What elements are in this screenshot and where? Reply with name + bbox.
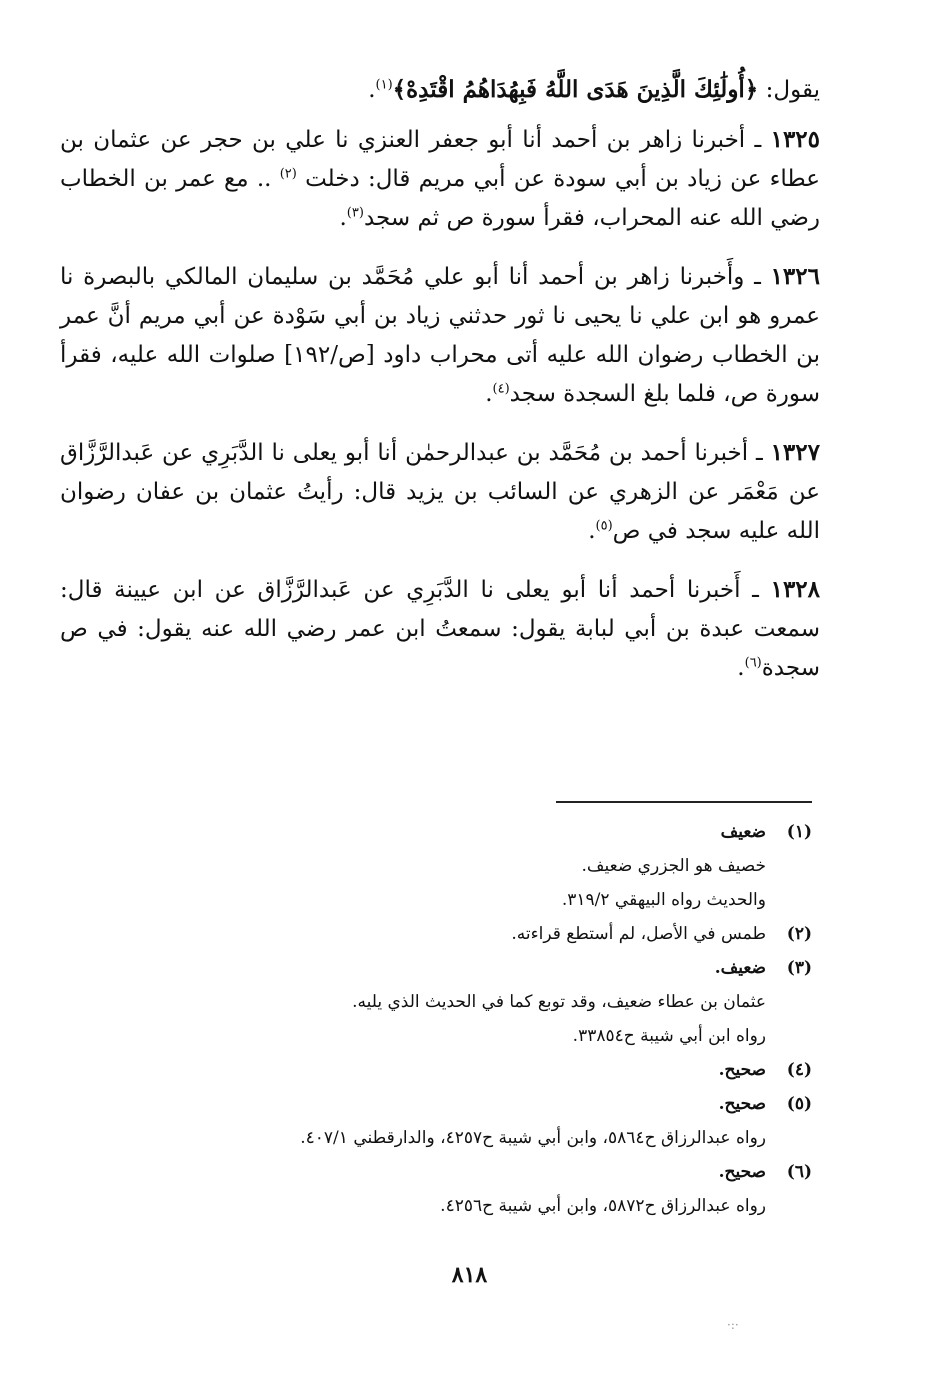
hadith-1325: ١٣٢٥ ـ أخبرنا زاهر بن أحمد أنا أبو جعفر العنزي نا علي بن حجر عن عثمان بن عطاء عن زياد بن أبي سودة عن أبي مريم قال: دخلت $^{(٢)}$ .. مع عمر بن الخطاب رضي الله عنه المحراب، فقرأ سورة ص ثم سجد$^{(٣)}$. — [60, 126, 821, 231]
footnote-line: عثمان بن عطاء ضعيف، وقد توبع كما في الحديث الذي يليه. — [352, 992, 766, 1012]
footnote-number: (٤) — [786, 1060, 812, 1080]
footnote-3 — [140, 951, 812, 1053]
hadith-1326: ١٣٢٦ ـ وأَخبرنا زاهر بن أحمد أنا أبو علي مُحَمَّد بن سليمان المالكي بالبصرة نا عمرو هو ابن علي نا يحيى نا ثور حدثني زياد بن أبي سَوْدة عن أبي مريم أنَّ عمر بن الخطاب رضوان الله عليه أتى محراب داود [ص/١٩٢] صلوات الله عليه، فقرأ سورة ص، فلما بلغ السجدة سجد$^{(٤)}$. — [60, 263, 821, 407]
footnote-grade: صحيح. — [718, 1060, 766, 1080]
footnote-line: رواه ابن أبي شيبة ح٣٣٨٥٤. — [572, 1026, 766, 1046]
footnote-4 — [140, 1053, 812, 1087]
footnote-5 — [140, 1087, 812, 1155]
hadith-number: ١٣٢٨ — [770, 576, 821, 603]
footnote-ref: (١) — [375, 77, 393, 93]
footnote-grade: ضعيف — [720, 822, 766, 842]
hadith-1328: ١٣٢٨ ـ أَخبرنا أحمد أنا أبو يعلى نا الدَّبَرِي عن عَبدالرَّزَّاق عن ابن عيينة قال: سمعت عبدة بن أبي لبابة يقول: سمعتُ ابن عمر رضي الله عنه يقول: في ص سجدة$^{(٦)}$. — [60, 576, 821, 681]
footnote-ref: (٢) — [279, 166, 297, 182]
footnote-number: (٣) — [786, 958, 812, 978]
footnote-ref: (٦) — [744, 655, 762, 671]
hadith-number: ١٣٢٦ — [770, 263, 820, 290]
footnote-line: خصيف هو الجزري ضعيف. — [581, 856, 766, 876]
footnote-ref: (٥) — [595, 518, 613, 534]
footnote-1 — [140, 815, 812, 917]
intro-line: يقول: ﴿أُولَٰئِكَ الَّذِينَ هَدَى اللَّهُ فَبِهُدَاهُمُ اقْتَدِهْ﴾$^{(١)}$. — [368, 76, 820, 103]
footnote-number: (١) — [786, 822, 812, 842]
footnote-ref: (٤) — [492, 381, 510, 397]
footnote-number: (٢) — [786, 924, 812, 944]
footnote-grade: ضعيف. — [714, 958, 766, 978]
footnote-ref: (٣) — [346, 205, 364, 221]
footnote-grade: صحيح. — [718, 1162, 766, 1182]
main-text — [60, 70, 820, 707]
footnote-line: رواه عبدالرزاق ح٥٨٦٤، وابن أبي شيبة ح٤٢٥٧، والدارقطني ٤٠٧/١. — [300, 1128, 766, 1148]
footnote-2 — [140, 917, 812, 951]
hadith-text: ـ وأَخبرنا زاهر بن أحمد أنا أبو علي مُحَمَّد بن سليمان المالكي بالبصرة نا عمرو هو ابن علي نا يحيى نا ثور حدثني زياد بن أبي سَوْدة عن أبي مريم أنَّ عمر بن الخطاب رضوان الله عليه أتى محراب داود [ص/١٩٢] صلوات الله عليه، فقرأ سورة ص، فلما بلغ السجدة سجد — [60, 264, 821, 407]
footnote-line: رواه عبدالرزاق ح٥٨٧٢، وابن أبي شيبة ح٤٢٥٦. — [440, 1196, 766, 1216]
intro-label: يقول: — [765, 77, 820, 103]
hadith-text: ـ أَخبرنا أحمد أنا أبو يعلى نا الدَّبَرِي عن عَبدالرَّزَّاق عن ابن عيينة قال: سمعت عبدة بن أبي لبابة يقول: سمعتُ ابن عمر رضي الله عنه يقول: في ص سجدة — [60, 577, 820, 681]
hadith-number: ١٣٢٧ — [770, 439, 820, 466]
footnote-number: (٦) — [786, 1162, 812, 1182]
footnote-grade: صحيح. — [718, 1094, 766, 1114]
hadith-1327: ١٣٢٧ ـ أخبرنا أحمد بن مُحَمَّد بن عبدالرحمٰن أنا أبو يعلى نا الدَّبَرِي عن عَبدالرَّزَّاق عن مَعْمَر عن الزهري عن السائب بن يزيد قال: رأيتُ عثمان بن عفان رضوان الله عليه سجد في ص$^{(٥)}$. — [60, 439, 820, 544]
footnote-6 — [140, 1155, 812, 1223]
footnote-text: طمس في الأصل، لم أستطع قراءته. — [511, 924, 766, 944]
hadith-number: ١٣٢٥ — [770, 126, 821, 153]
footnote-number: (٥) — [786, 1094, 812, 1114]
footnote-divider — [556, 801, 812, 803]
quran-verse: ﴿أُولَٰئِكَ الَّذِينَ هَدَى اللَّهُ فَبِهُدَاهُمُ اقْتَدِهْ﴾ — [392, 76, 759, 103]
scan-speck: ·:· — [727, 1318, 739, 1332]
page-number: ٨١٨ — [451, 1262, 488, 1288]
hadith-text: ـ أخبرنا أحمد بن مُحَمَّد بن عبدالرحمٰن أنا أبو يعلى نا الدَّبَرِي عن عَبدالرَّزَّاق عن مَعْمَر عن الزهري عن السائب بن يزيد قال: رأيتُ عثمان بن عفان رضوان الله عليه سجد في ص — [60, 440, 820, 544]
hadith-text-tail: .. مع عمر بن الخطاب رضي الله عنه المحراب، فقرأ سورة ص ثم سجد — [60, 166, 820, 231]
footnote-line: والحديث رواه البيهقي ٣١٩/٢. — [561, 890, 766, 910]
hadith-text: ـ أخبرنا زاهر بن أحمد أنا أبو جعفر العنزي نا علي بن حجر عن عثمان بن عطاء عن زياد بن أبي سودة عن أبي مريم قال: دخلت — [60, 127, 821, 192]
footnotes — [140, 815, 812, 1223]
